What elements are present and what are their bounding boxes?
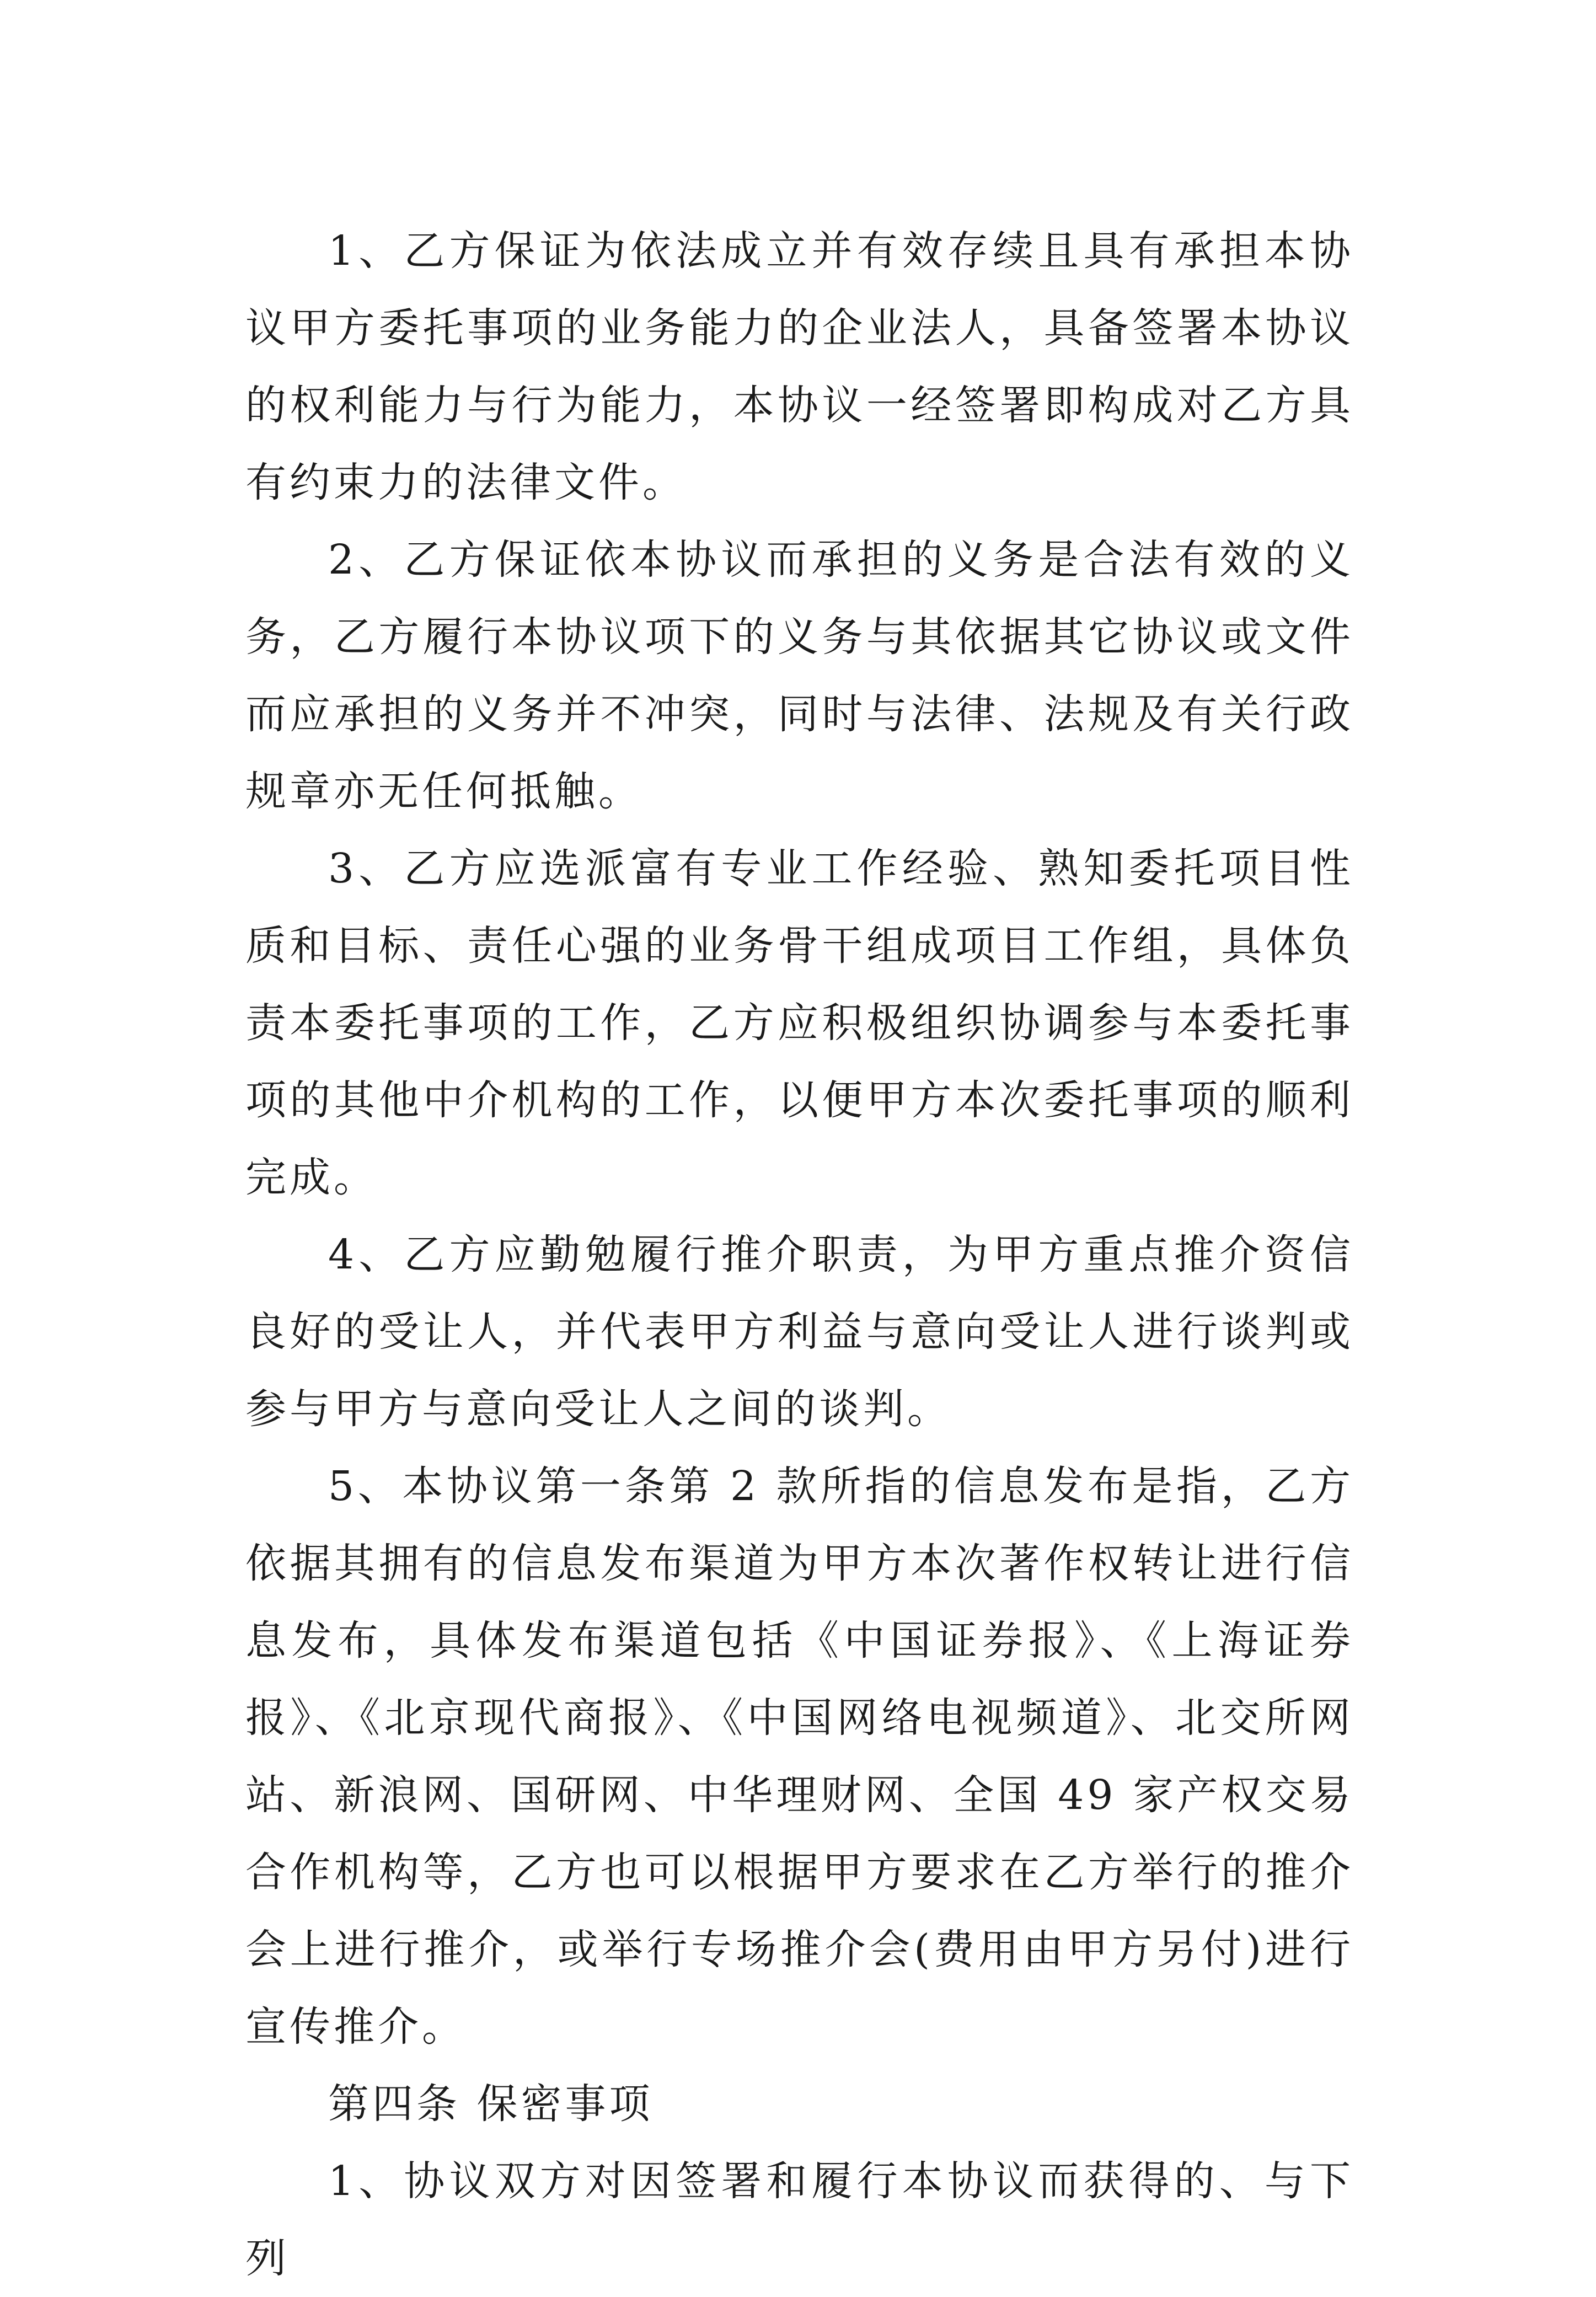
clause-paragraph-2: 2、乙方保证依本协议而承担的义务是合法有效的义务，乙方履行本协议项下的义务与其依据其它协议或文件而应承担的义务并不冲突，同时与法律、法规及有关行政规章亦无任何抵触。	[245, 536, 1354, 815]
clause-paragraph-4: 4、乙方应勤勉履行推介职责，为甲方重点推介资信良好的受让人，并代表甲方利益与意向受让人进行谈判或参与甲方与意向受让人之间的谈判。	[245, 1231, 1354, 1433]
clause-paragraph-3: 3、乙方应选派富有专业工作经验、熟知委托项目性质和目标、责任心强的业务骨干组成项目工作组，具体负责本委托事项的工作，乙方应积极组织协调参与本委托事项的其他中介机构的工作，以便甲方本次委托事项的顺利完成。	[245, 845, 1354, 1201]
clause-paragraph-5: 5、本协议第一条第 2 款所指的信息发布是指，乙方依据其拥有的信息发布渠道为甲方本次著作权转让进行信息发布，具体发布渠道包括《中国证券报》、《上海证券报》、《北京现代商报》、《中国网络电视频道》、北交所网站、新浪网、国研网、中华理财网、全国 49 家产权交易合作机构等，乙方也可以根据甲方要求在乙方举行的推介会上进行推介，或举行专场推介会(费用由甲方另付)进行宣传推介。	[245, 1463, 1354, 2050]
document-body	[245, 212, 1354, 2297]
confidentiality-paragraph-1: 1、协议双方对因签署和履行本协议而获得的、与下列	[245, 2157, 1354, 2282]
clause-paragraph-1: 1、乙方保证为依法成立并有效存续且具有承担本协议甲方委托事项的业务能力的企业法人，具备签署本协议的权利能力与行为能力，本协议一经签署即构成对乙方具有约束力的法律文件。	[245, 227, 1354, 506]
section-heading: 第四条 保密事项	[328, 2080, 654, 2128]
